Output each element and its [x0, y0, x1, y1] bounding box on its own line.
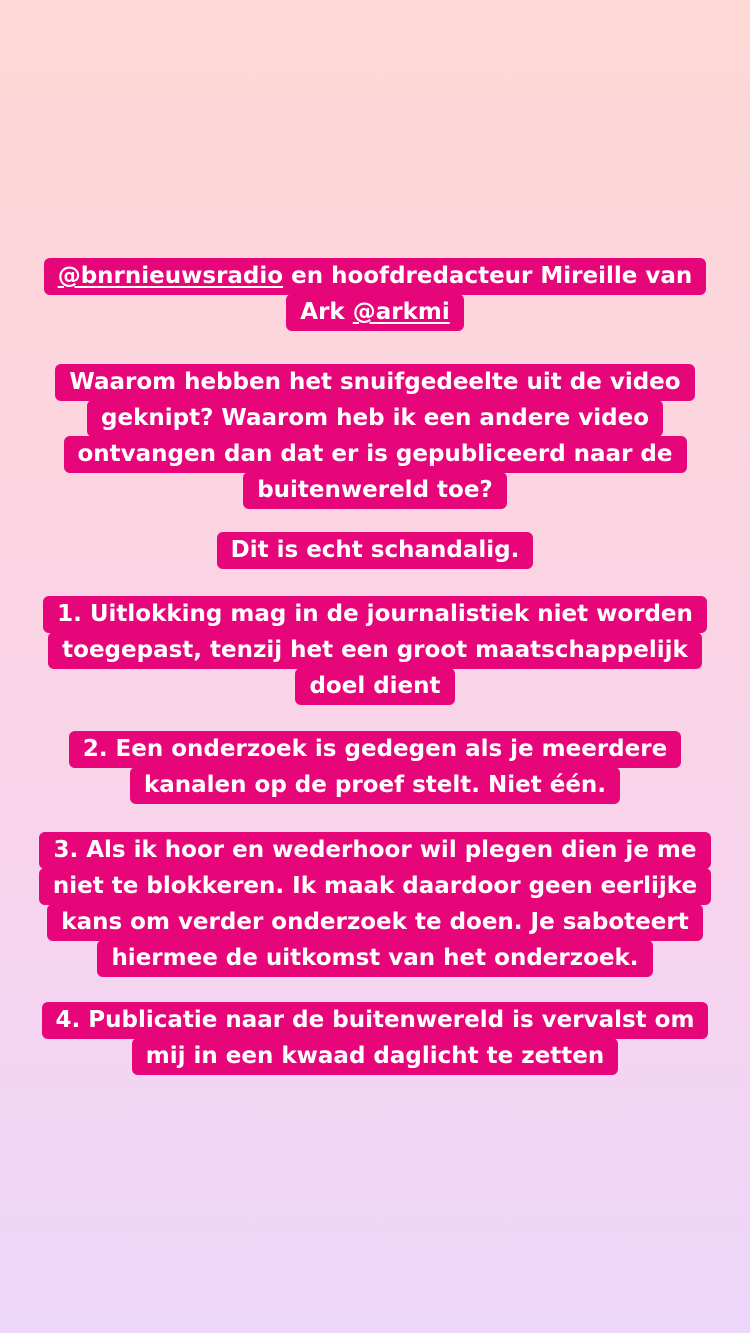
line-text: Ark — [300, 299, 353, 325]
highlight-line: 2. Een onderzoek is gedegen als je meerdere — [69, 731, 681, 768]
text-block-point-2 — [0, 731, 750, 803]
mention-arkmi[interactable]: @arkmi — [352, 299, 450, 325]
highlight-line: kanalen op de proef stelt. Niet één. — [130, 767, 620, 804]
text-block-point-4 — [0, 1002, 750, 1074]
highlight-line: ontvangen dan dat er is gepubliceerd naar de — [64, 436, 687, 473]
highlight-line: doel dient — [295, 668, 454, 705]
highlight-line: mij in een kwaad daglicht te zetten — [132, 1038, 618, 1075]
highlight-line: 3. Als ik hoor en wederhoor wil plegen dien je me — [39, 832, 710, 869]
text-block-statement — [0, 532, 750, 568]
text-block-question — [0, 364, 750, 508]
highlight-line: Dit is echt schandalig. — [217, 532, 534, 569]
text-block-point-1 — [0, 596, 750, 704]
highlight-line: buitenwereld toe? — [243, 472, 507, 509]
highlight-line: niet te blokkeren. Ik maak daardoor geen eerlijke — [39, 868, 711, 905]
mention-bnrnieuwsradio[interactable]: @bnrnieuwsradio — [57, 263, 284, 289]
highlight-line: geknipt? Waarom heb ik een andere video — [87, 400, 663, 437]
highlight-line: toegepast, tenzij het een groot maatschappelijk — [48, 632, 702, 669]
highlight-line: hiermee de uitkomst van het onderzoek. — [97, 940, 652, 977]
line-text: en hoofdredacteur Mireille van — [283, 263, 693, 289]
highlight-line — [44, 258, 707, 295]
highlight-line: kans om verder onderzoek te doen. Je saboteert — [47, 904, 702, 941]
highlight-line: 4. Publicatie naar de buitenwereld is vervalst om — [42, 1002, 709, 1039]
highlight-line — [286, 294, 463, 331]
text-block-point-3 — [0, 832, 750, 976]
highlight-line: 1. Uitlokking mag in de journalistiek niet worden — [43, 596, 707, 633]
text-block-mentions — [0, 258, 750, 330]
highlight-line: Waarom hebben het snuifgedeelte uit de video — [55, 364, 694, 401]
